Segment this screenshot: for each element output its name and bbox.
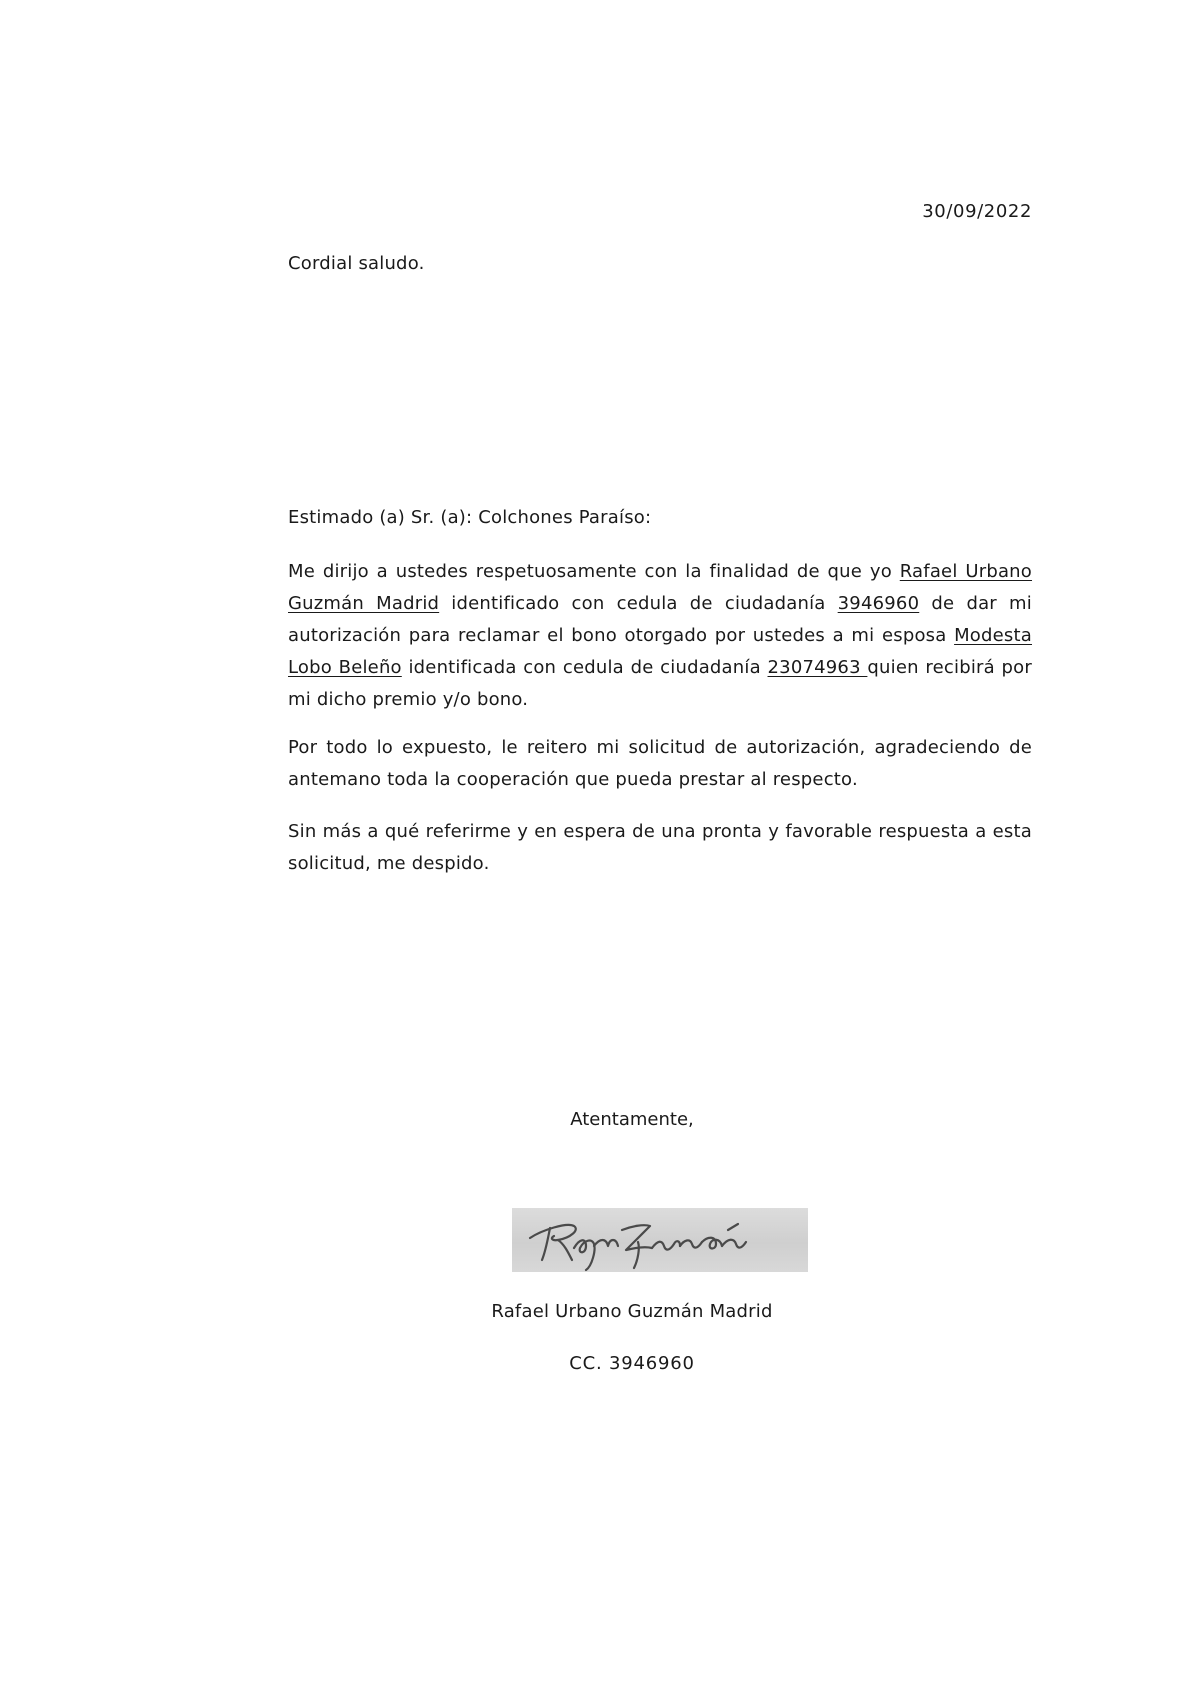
handwritten-signature-icon — [512, 1208, 808, 1272]
authorization-paragraph — [288, 556, 1032, 716]
salutation: Estimado (a) Sr. (a): Colchones Paraíso: — [288, 507, 652, 528]
letter-date: 30/09/2022 — [922, 201, 1032, 222]
request-paragraph: Por todo lo expuesto, le reitero mi solicitud de autorización, agradeciendo de antemano toda la cooperación que pueda prestar al respecto. — [288, 737, 1032, 790]
signature-strokes — [512, 1208, 808, 1272]
paragraph-text: identificada con cedula de ciudadanía — [401, 657, 768, 678]
signer-name: Rafael Urbano Guzmán Madrid — [491, 1301, 773, 1322]
signer-id: CC. 3946960 — [569, 1353, 695, 1374]
paragraph-text: identificado con cedula de ciudadanía — [439, 593, 838, 614]
paragraph-text: de dar mi autorización para reclamar el bono otorgado por ustedes a mi esposa — [288, 593, 1032, 646]
paragraph-text: quien recibirá por mi dicho premio y/o bono. — [288, 657, 1032, 710]
authorizer-name: Rafael Urbano Guzmán Madrid — [288, 561, 1033, 614]
authorizer-id: 3946960 — [837, 593, 920, 614]
paragraph-text: Me dirijo a ustedes respetuosamente con la finalidad de que yo — [288, 561, 900, 582]
closing: Atentamente, — [570, 1109, 694, 1130]
spouse-id: 23074963 — [767, 657, 868, 678]
greeting: Cordial saludo. — [288, 253, 425, 274]
spouse-name: Modesta Lobo Beleño — [288, 625, 1032, 678]
farewell-paragraph: Sin más a qué referirme y en espera de una pronta y favorable respuesta a esta solicitud, me despido. — [288, 821, 1032, 874]
